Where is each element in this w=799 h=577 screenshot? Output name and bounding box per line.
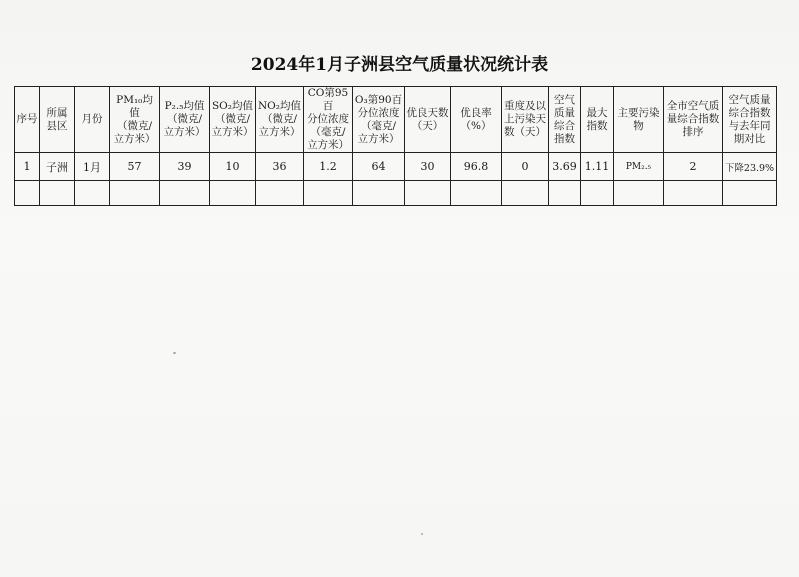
header-line: 月份 <box>81 113 103 125</box>
empty-cell <box>40 181 75 206</box>
header-max-index <box>581 87 614 153</box>
header-serial <box>15 87 40 153</box>
empty-cell <box>451 181 502 206</box>
header-line: 质量 <box>554 106 575 119</box>
empty-cell <box>549 181 581 206</box>
cell-no2: 36 <box>256 153 304 181</box>
empty-cell <box>405 181 451 206</box>
header-line: 立方米） <box>113 132 156 145</box>
cell-good-days: 30 <box>405 153 451 181</box>
empty-row <box>15 181 777 206</box>
empty-cell <box>581 181 614 206</box>
header-co <box>304 87 353 153</box>
header-pm10 <box>110 87 160 153</box>
cell-so2: 10 <box>210 153 256 181</box>
empty-cell <box>304 181 353 206</box>
header-line: 数（天） <box>504 126 546 138</box>
header-line: CO第95百 <box>307 87 349 112</box>
header-line: 重度及以 <box>504 100 546 112</box>
header-o3 <box>353 87 405 153</box>
header-line: 立方米） <box>163 126 206 138</box>
cell-serial: 1 <box>15 153 40 181</box>
header-line: 最大 <box>586 106 608 119</box>
header-line: 分位浓度 <box>357 106 400 119</box>
header-no2 <box>256 87 304 153</box>
header-line: P₂.₅均值 <box>164 100 205 112</box>
empty-cell <box>502 181 549 206</box>
header-line: 与去年同 <box>728 119 771 132</box>
header-line: 指数 <box>586 119 608 132</box>
cell-yoy-comparison: 下降23.9% <box>723 153 777 181</box>
cell-co: 1.2 <box>304 153 353 181</box>
header-heavy-pollution-days <box>502 87 549 153</box>
scan-speck <box>421 533 423 535</box>
cell-heavy-pollution-days: 0 <box>502 153 549 181</box>
header-good-days <box>405 87 451 153</box>
header-line: 主要污染 <box>617 106 660 119</box>
header-line: 排序 <box>682 126 704 138</box>
header-line: （微克/ <box>261 113 298 125</box>
header-line: 立方米） <box>307 139 349 151</box>
table-row <box>15 153 777 181</box>
header-line: 序号 <box>16 113 38 125</box>
header-yoy-comparison <box>723 87 777 153</box>
header-row <box>15 87 777 153</box>
header-month <box>75 87 110 153</box>
cell-composite-index: 3.69 <box>549 153 581 181</box>
header-county <box>40 87 75 153</box>
header-line: （微克/ <box>166 113 203 125</box>
empty-cell <box>353 181 405 206</box>
cell-city-rank: 2 <box>664 153 723 181</box>
header-line: 优良率 <box>460 106 492 119</box>
header-line: （天） <box>411 119 444 132</box>
header-line: PM₁₀均值 <box>116 93 153 119</box>
header-line: 物 <box>633 119 644 132</box>
header-line: NO₂均值 <box>257 100 301 112</box>
cell-good-rate: 96.8 <box>451 153 502 181</box>
header-line: 空气 <box>554 93 575 106</box>
header-so2 <box>210 87 256 153</box>
header-line: SO₂均值 <box>211 100 253 112</box>
empty-cell <box>110 181 160 206</box>
header-line: 县区 <box>46 119 68 132</box>
header-composite-index <box>549 87 581 153</box>
header-good-rate <box>451 87 502 153</box>
cell-month: 1月 <box>75 153 110 181</box>
header-line: 所属 <box>46 106 68 119</box>
cell-county: 子洲 <box>40 153 75 181</box>
header-line: 优良天数 <box>406 106 449 119</box>
empty-cell <box>75 181 110 206</box>
document-title: 2024年1月子洲县空气质量状况统计表 <box>250 55 549 75</box>
header-line: 量综合指数 <box>666 113 720 125</box>
empty-cell <box>723 181 777 206</box>
cell-o3: 64 <box>353 153 405 181</box>
header-city-rank <box>664 87 723 153</box>
header-line: 空气质量 <box>728 93 771 106</box>
header-line: 立方米） <box>357 132 400 145</box>
cell-pm10: 57 <box>110 153 160 181</box>
header-line: 分位浓度 <box>307 113 349 125</box>
empty-cell <box>210 181 256 206</box>
header-main-pollutant <box>614 87 664 153</box>
header-line: （%） <box>460 119 492 132</box>
header-line: 上污染天 <box>504 113 546 125</box>
empty-cell <box>160 181 210 206</box>
header-line: O₃第90百 <box>354 93 403 106</box>
header-line: 综合 <box>554 119 575 132</box>
header-line: 全市空气质 <box>666 100 720 112</box>
header-line: （毫克/ <box>310 126 346 138</box>
header-line: （毫克/ <box>360 119 397 132</box>
cell-pm25: 39 <box>160 153 210 181</box>
header-line: （微克/ <box>214 113 251 125</box>
cell-main-pollutant: PM₂.₅ <box>614 153 664 181</box>
scan-speck <box>173 352 176 354</box>
header-pm25 <box>160 87 210 153</box>
air-quality-table <box>14 86 777 206</box>
cell-max-index: 1.11 <box>581 153 614 181</box>
empty-cell <box>15 181 40 206</box>
empty-cell <box>664 181 723 206</box>
header-line: 立方米） <box>258 126 301 138</box>
header-line: 指数 <box>554 132 575 145</box>
empty-cell <box>614 181 664 206</box>
empty-cell <box>256 181 304 206</box>
header-line: （微克/ <box>116 119 153 132</box>
header-line: 综合指数 <box>728 106 771 119</box>
header-line: 期对比 <box>733 132 766 145</box>
header-line: 立方米） <box>211 126 254 138</box>
